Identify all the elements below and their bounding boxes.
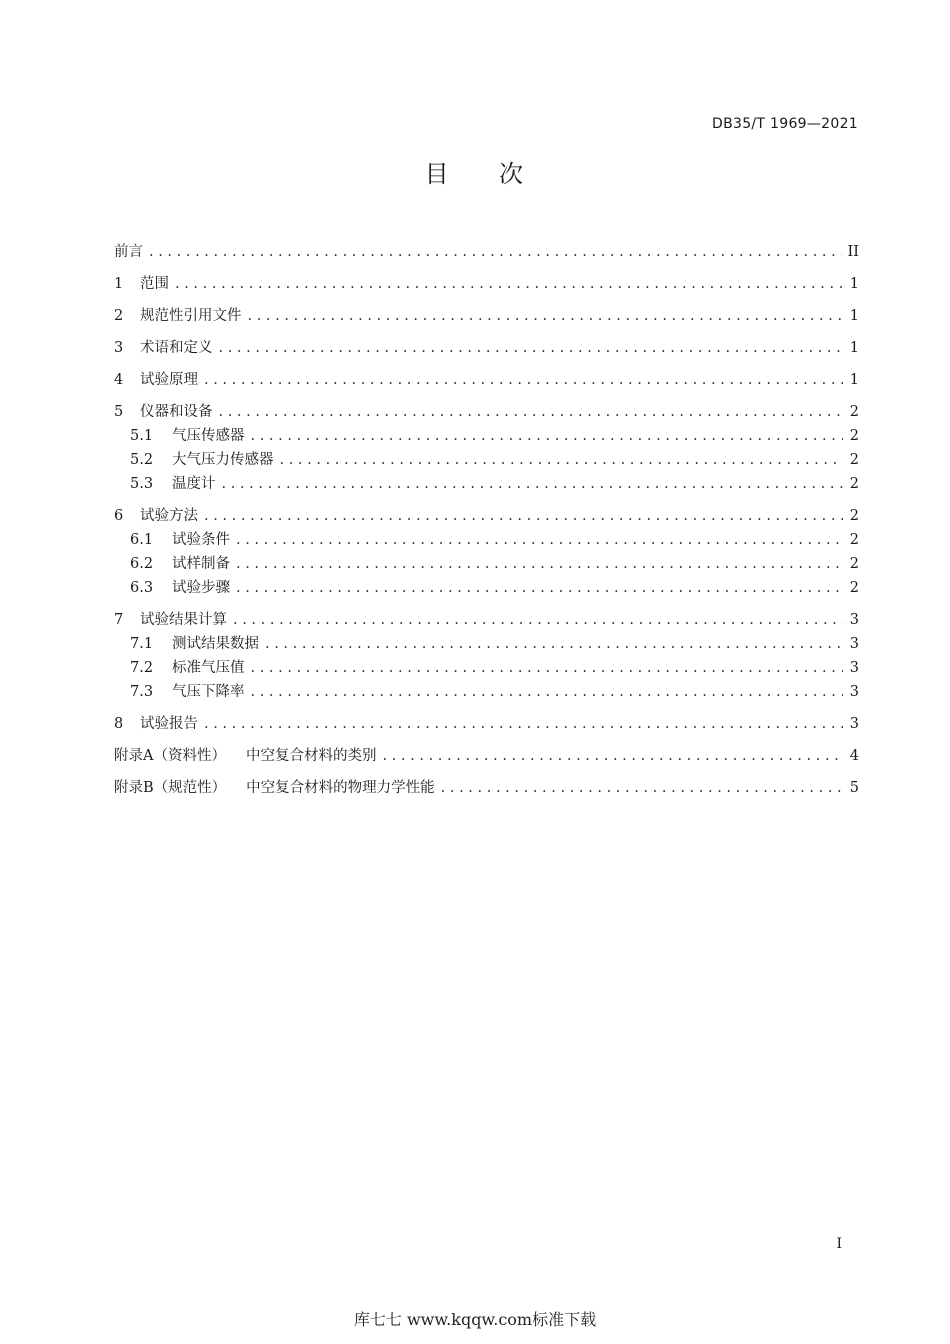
toc-entry-title: 规范性引用文件 — [140, 308, 242, 324]
toc-entry-number: 5 — [114, 404, 124, 420]
toc-entry-title: 试验条件 — [172, 532, 230, 548]
toc-entry-page: 2 — [849, 476, 859, 492]
toc-entry[interactable] — [114, 336, 859, 360]
page-number: I — [836, 1236, 842, 1252]
toc-entry-title: 气压下降率 — [172, 684, 245, 700]
title-char-1: 目 — [424, 160, 451, 188]
toc-entry[interactable] — [114, 712, 859, 736]
toc-entry-label — [172, 632, 259, 656]
toc-entry-number: 7 — [114, 612, 124, 628]
toc-entry-title: 试样制备 — [172, 556, 230, 572]
toc-entry[interactable] — [114, 424, 859, 448]
toc-dot-leader — [441, 776, 843, 800]
toc-entry-page: 2 — [849, 580, 859, 596]
toc-entry-page: 1 — [849, 276, 859, 292]
toc-entry-title: 前言 — [114, 244, 143, 260]
toc-entry-number: 6.2 — [130, 556, 154, 572]
toc-entry[interactable] — [114, 776, 859, 800]
toc-entry-title: 温度计 — [172, 476, 216, 492]
toc-dot-leader — [382, 744, 843, 768]
toc-entry-label — [140, 368, 198, 392]
toc-entry-label — [172, 552, 230, 576]
toc-entry-label — [172, 680, 245, 704]
toc-entry[interactable] — [114, 744, 859, 768]
toc-entry-title: 试验方法 — [140, 508, 198, 524]
toc-dot-leader — [236, 528, 843, 552]
toc-entry-title: 测试结果数据 — [172, 636, 259, 652]
toc-entry-subtitle: 中空复合材料的物理力学性能 — [246, 780, 435, 796]
toc-entry-label — [140, 400, 213, 424]
toc-entry-title: 试验原理 — [140, 372, 198, 388]
toc-entry-label — [172, 576, 230, 600]
toc-entry-page: 3 — [849, 636, 859, 652]
table-of-contents — [114, 240, 859, 800]
toc-entry[interactable] — [114, 368, 859, 392]
toc-entry-number: 6.3 — [130, 580, 154, 596]
toc-entry-page: 2 — [849, 428, 859, 444]
toc-dot-leader — [222, 472, 844, 496]
toc-dot-leader — [236, 576, 843, 600]
toc-entry-page: 1 — [849, 340, 859, 356]
toc-entry[interactable] — [114, 680, 859, 704]
toc-entry-title: 附录A（资料性） — [114, 748, 226, 764]
toc-dot-leader — [265, 632, 843, 656]
toc-entry-number: 5.1 — [130, 428, 154, 444]
toc-entry-number: 6.1 — [130, 532, 154, 548]
toc-dot-leader — [204, 504, 843, 528]
toc-dot-leader — [248, 304, 844, 328]
toc-entry-number: 7.2 — [130, 660, 154, 676]
toc-entry-label — [114, 240, 143, 264]
document-code: DB35/T 1969—2021 — [712, 116, 858, 132]
toc-entry-label — [172, 448, 274, 472]
toc-dot-leader — [219, 336, 844, 360]
toc-entry-title: 附录B（规范性） — [114, 780, 227, 796]
toc-entry[interactable] — [114, 656, 859, 680]
toc-dot-leader — [233, 608, 843, 632]
toc-dot-leader — [175, 272, 843, 296]
toc-dot-leader — [251, 424, 844, 448]
footer-watermark: 库七七 www.kqqw.com标准下载 — [353, 1310, 597, 1329]
toc-entry-title: 试验步骤 — [172, 580, 230, 596]
toc-entry[interactable] — [114, 400, 859, 424]
toc-entry-label — [114, 776, 435, 800]
toc-entry[interactable] — [114, 576, 859, 600]
page-title — [0, 154, 950, 189]
toc-entry[interactable] — [114, 448, 859, 472]
toc-entry[interactable] — [114, 608, 859, 632]
toc-entry-label — [172, 656, 245, 680]
toc-entry-title: 试验报告 — [140, 716, 198, 732]
toc-entry-number: 6 — [114, 508, 124, 524]
toc-dot-leader — [204, 712, 843, 736]
toc-entry-label — [140, 336, 213, 360]
toc-entry-label — [172, 424, 245, 448]
toc-entry-number: 8 — [114, 716, 124, 732]
toc-entry-number: 7.1 — [130, 636, 154, 652]
toc-entry-label — [172, 528, 230, 552]
toc-entry-title: 范围 — [140, 276, 169, 292]
toc-entry-page: 3 — [849, 612, 859, 628]
toc-entry-label — [114, 744, 376, 768]
toc-entry[interactable] — [114, 632, 859, 656]
toc-entry-page: 2 — [849, 556, 859, 572]
toc-entry-title: 仪器和设备 — [140, 404, 213, 420]
toc-entry-number: 3 — [114, 340, 124, 356]
toc-entry[interactable] — [114, 552, 859, 576]
toc-dot-leader — [236, 552, 843, 576]
toc-entry-page: 5 — [849, 780, 859, 796]
toc-entry-page: 2 — [849, 452, 859, 468]
toc-dot-leader — [149, 240, 842, 264]
toc-entry-label — [172, 472, 216, 496]
toc-entry-label — [140, 504, 198, 528]
toc-entry-number: 4 — [114, 372, 124, 388]
title-char-2: 次 — [499, 160, 526, 188]
toc-entry-title: 术语和定义 — [140, 340, 213, 356]
toc-entry[interactable] — [114, 304, 859, 328]
toc-entry-label — [140, 272, 169, 296]
toc-entry-page: 1 — [849, 372, 859, 388]
toc-entry-page: 2 — [849, 508, 859, 524]
toc-entry-page: 1 — [849, 308, 859, 324]
toc-entry-title: 气压传感器 — [172, 428, 245, 444]
toc-entry[interactable] — [114, 272, 859, 296]
toc-entry-number: 1 — [114, 276, 124, 292]
toc-dot-leader — [251, 656, 844, 680]
toc-entry-page: 4 — [849, 748, 859, 764]
toc-entry-number: 5.2 — [130, 452, 154, 468]
toc-entry[interactable] — [114, 528, 859, 552]
toc-dot-leader — [280, 448, 844, 472]
toc-entry-number: 5.3 — [130, 476, 154, 492]
toc-entry-page: 3 — [849, 716, 859, 732]
toc-entry-page: 2 — [849, 532, 859, 548]
toc-entry-page: 3 — [849, 660, 859, 676]
toc-entry[interactable] — [114, 504, 859, 528]
toc-entry-page: II — [847, 244, 859, 260]
toc-dot-leader — [219, 400, 844, 424]
toc-entry-label — [140, 712, 198, 736]
toc-entry-title: 大气压力传感器 — [172, 452, 274, 468]
toc-entry-page: 2 — [849, 404, 859, 420]
toc-dot-leader — [204, 368, 843, 392]
toc-entry-title: 试验结果计算 — [140, 612, 227, 628]
toc-entry-subtitle: 中空复合材料的类别 — [245, 748, 377, 764]
toc-entry-label — [140, 304, 242, 328]
toc-entry-number: 7.3 — [130, 684, 154, 700]
toc-entry-label — [140, 608, 227, 632]
toc-dot-leader — [251, 680, 844, 704]
toc-entry-title: 标准气压值 — [172, 660, 245, 676]
toc-entry[interactable] — [114, 240, 859, 264]
toc-entry-page: 3 — [849, 684, 859, 700]
toc-entry-number: 2 — [114, 308, 124, 324]
toc-entry[interactable] — [114, 472, 859, 496]
